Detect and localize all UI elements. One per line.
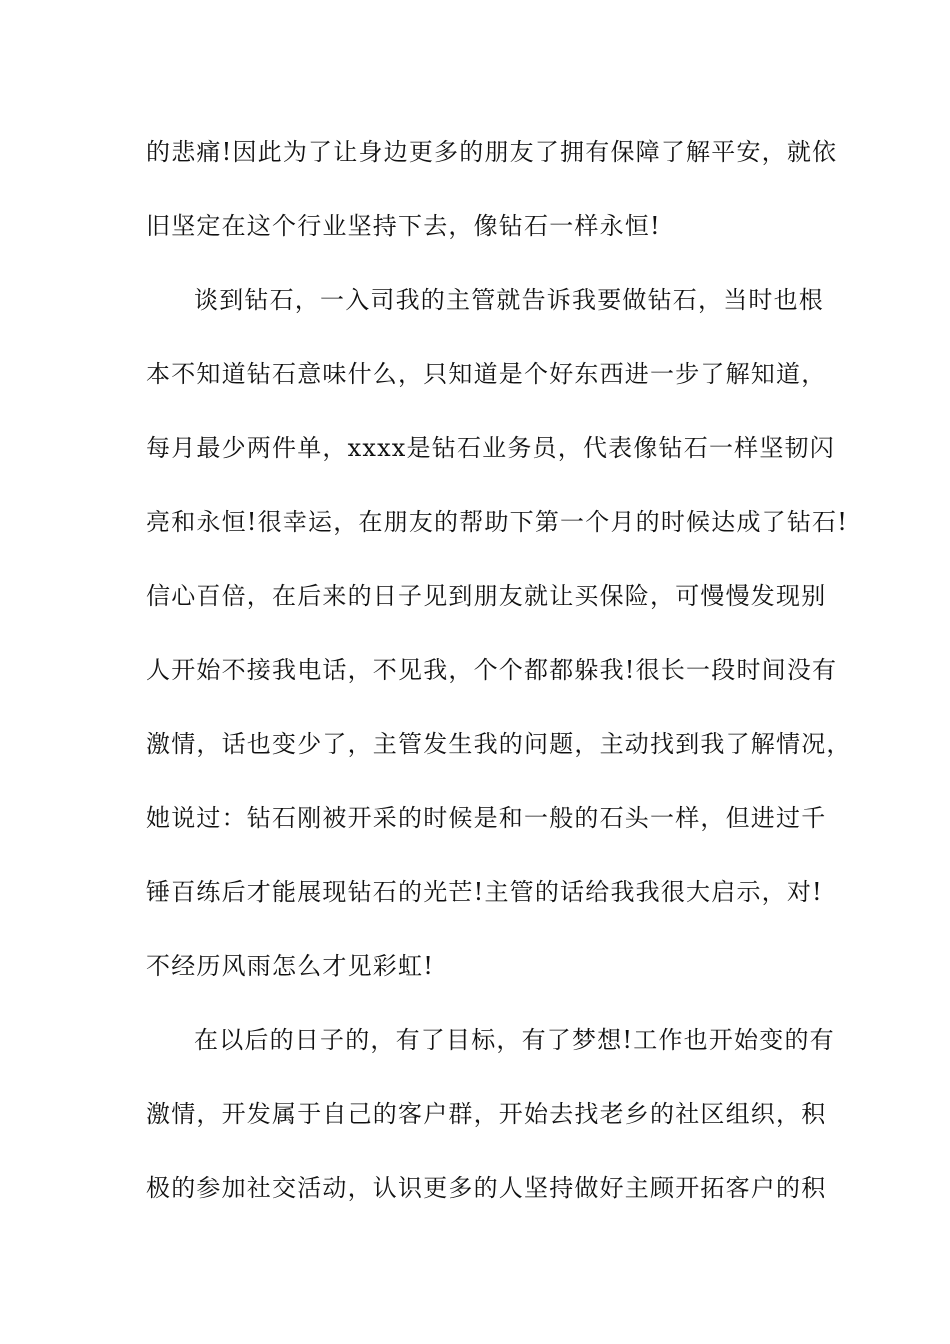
text-line-15: 极的参加社交活动，认识更多的人坚持做好主顾开拓客户的积 <box>146 1174 827 1202</box>
text-line-9: 激情，话也变少了，主管发生我的问题，主动找到我了解情况， <box>146 730 852 758</box>
text-line-4: 本不知道钻石意味什么，只知道是个好东西进一步了解知道， <box>146 360 827 388</box>
text-line-11: 锤百练后才能展现钻石的光芒!主管的话给我我很大启示，对! <box>146 878 823 906</box>
text-line-1: 的悲痛!因此为了让身边更多的朋友了拥有保障了解平安，就依 <box>146 138 838 166</box>
paragraph-start-line: 谈到钻石，一入司我的主管就告诉我要做钻石，当时也根 <box>194 286 824 314</box>
text-line-12: 不经历风雨怎么才见彩虹! <box>146 952 435 980</box>
text-line-6: 亮和永恒!很幸运，在朋友的帮助下第一个月的时候达成了钻石! <box>146 508 849 536</box>
text-line-8: 人开始不接我电话，不见我，个个都都躲我!很长一段时间没有 <box>146 656 838 684</box>
text-line-7: 信心百倍，在后来的日子见到朋友就让买保险，可慢慢发现别 <box>146 582 827 610</box>
text-line-14: 激情，开发属于自己的客户群，开始去找老乡的社区组织，积 <box>146 1100 827 1128</box>
paragraph-start-line: 在以后的日子的，有了目标，有了梦想!工作也开始变的有 <box>194 1026 835 1054</box>
text-line-2: 旧坚定在这个行业坚持下去，像钻石一样永恒! <box>146 212 661 240</box>
text-line-10: 她说过：钻石刚被开采的时候是和一般的石头一样，但进过千 <box>146 804 827 832</box>
text-line-5: 每月最少两件单，xxxx是钻石业务员，代表像钻石一样坚韧闪 <box>146 434 835 462</box>
